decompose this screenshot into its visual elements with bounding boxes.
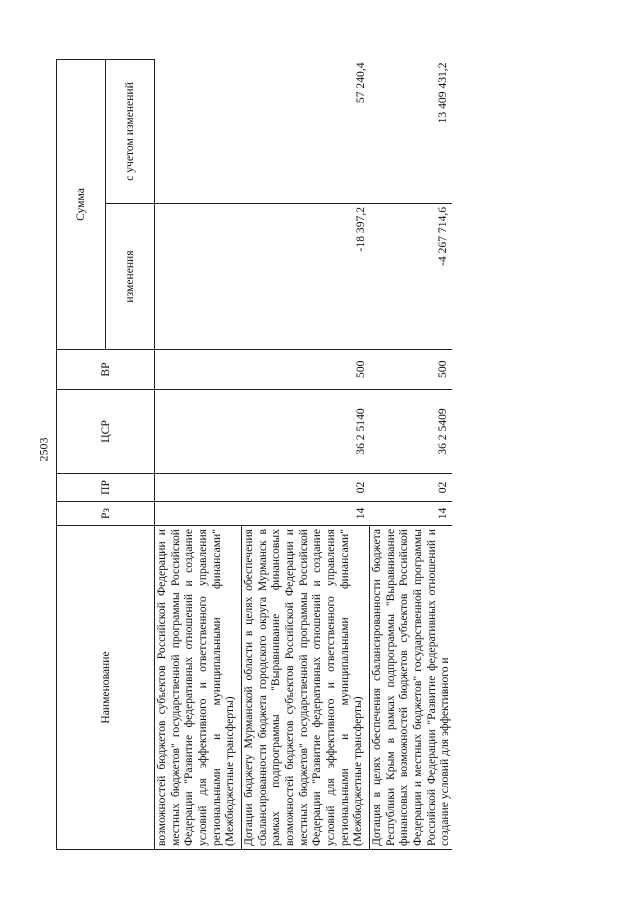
row-pr [155,474,242,502]
row-name: Дотация в целях обеспечения сбалансированности бюджета Республики Крым в рамках подпрограммы "Выравнивание финансовых возможностей бюджетов субъектов Российской Федерации и местных бюджетов" государственной программы Российской Федерации "Развитие федеративных отношений и создание условий для эффективного и [370,526,453,850]
header-with-changes: с учетом изменений [106,59,155,203]
row-rz: 14 [370,502,453,526]
row-csr [155,390,242,474]
row-csr: 36 2 5409 [370,390,453,474]
rotated-table-container [56,60,616,850]
row-vr: 500 [242,350,370,390]
header-pr: ПР [57,474,155,502]
row-total: 57 240,4 [242,59,370,203]
page-number: 2503 [36,437,51,462]
row-name: возможностей бюджетов субъектов Российской Федерации и местных бюджетов" государственной программы Российской Федерации "Развитие федеративных отношений и создание условий для эффективного и ответственного управления региональными и муниципальными финансами" (Межбюджетные трансферты) [155,526,242,850]
table-row [242,59,370,849]
row-csr: 36 2 5140 [242,390,370,474]
header-csr: ЦСР [57,390,155,474]
header-changes: изменения [106,204,155,350]
table-row [370,59,453,849]
row-change: -18 397,2 [242,204,370,350]
row-total [155,59,242,203]
header-sum: Сумма [57,59,106,349]
table-row [155,59,242,849]
row-rz: 14 [242,502,370,526]
budget-table [56,59,452,850]
row-total: 13 409 431,2 [370,59,453,203]
row-vr [155,350,242,390]
row-vr: 500 [370,350,453,390]
header-rz: Рз [57,502,155,526]
row-change [155,204,242,350]
row-rz [155,502,242,526]
row-name: Дотации бюджету Мурманской области в целях обеспечения сбалансированности бюджета городского округа Мурманск в рамках подпрограммы "Выравнивание финансовых возможностей бюджетов субъектов Российской Федерации и местных бюджетов" государственной программы Российской Федерации "Развитие федеративных отношений и создание условий для эффективного и ответственного управления региональными и муниципальными финансами" (Межбюджетные трансферты) [242,526,370,850]
header-vr: ВР [57,350,155,390]
header-name: Наименование [57,526,155,850]
row-change: -4 267 714,6 [370,204,453,350]
row-pr: 02 [370,474,453,502]
row-pr: 02 [242,474,370,502]
